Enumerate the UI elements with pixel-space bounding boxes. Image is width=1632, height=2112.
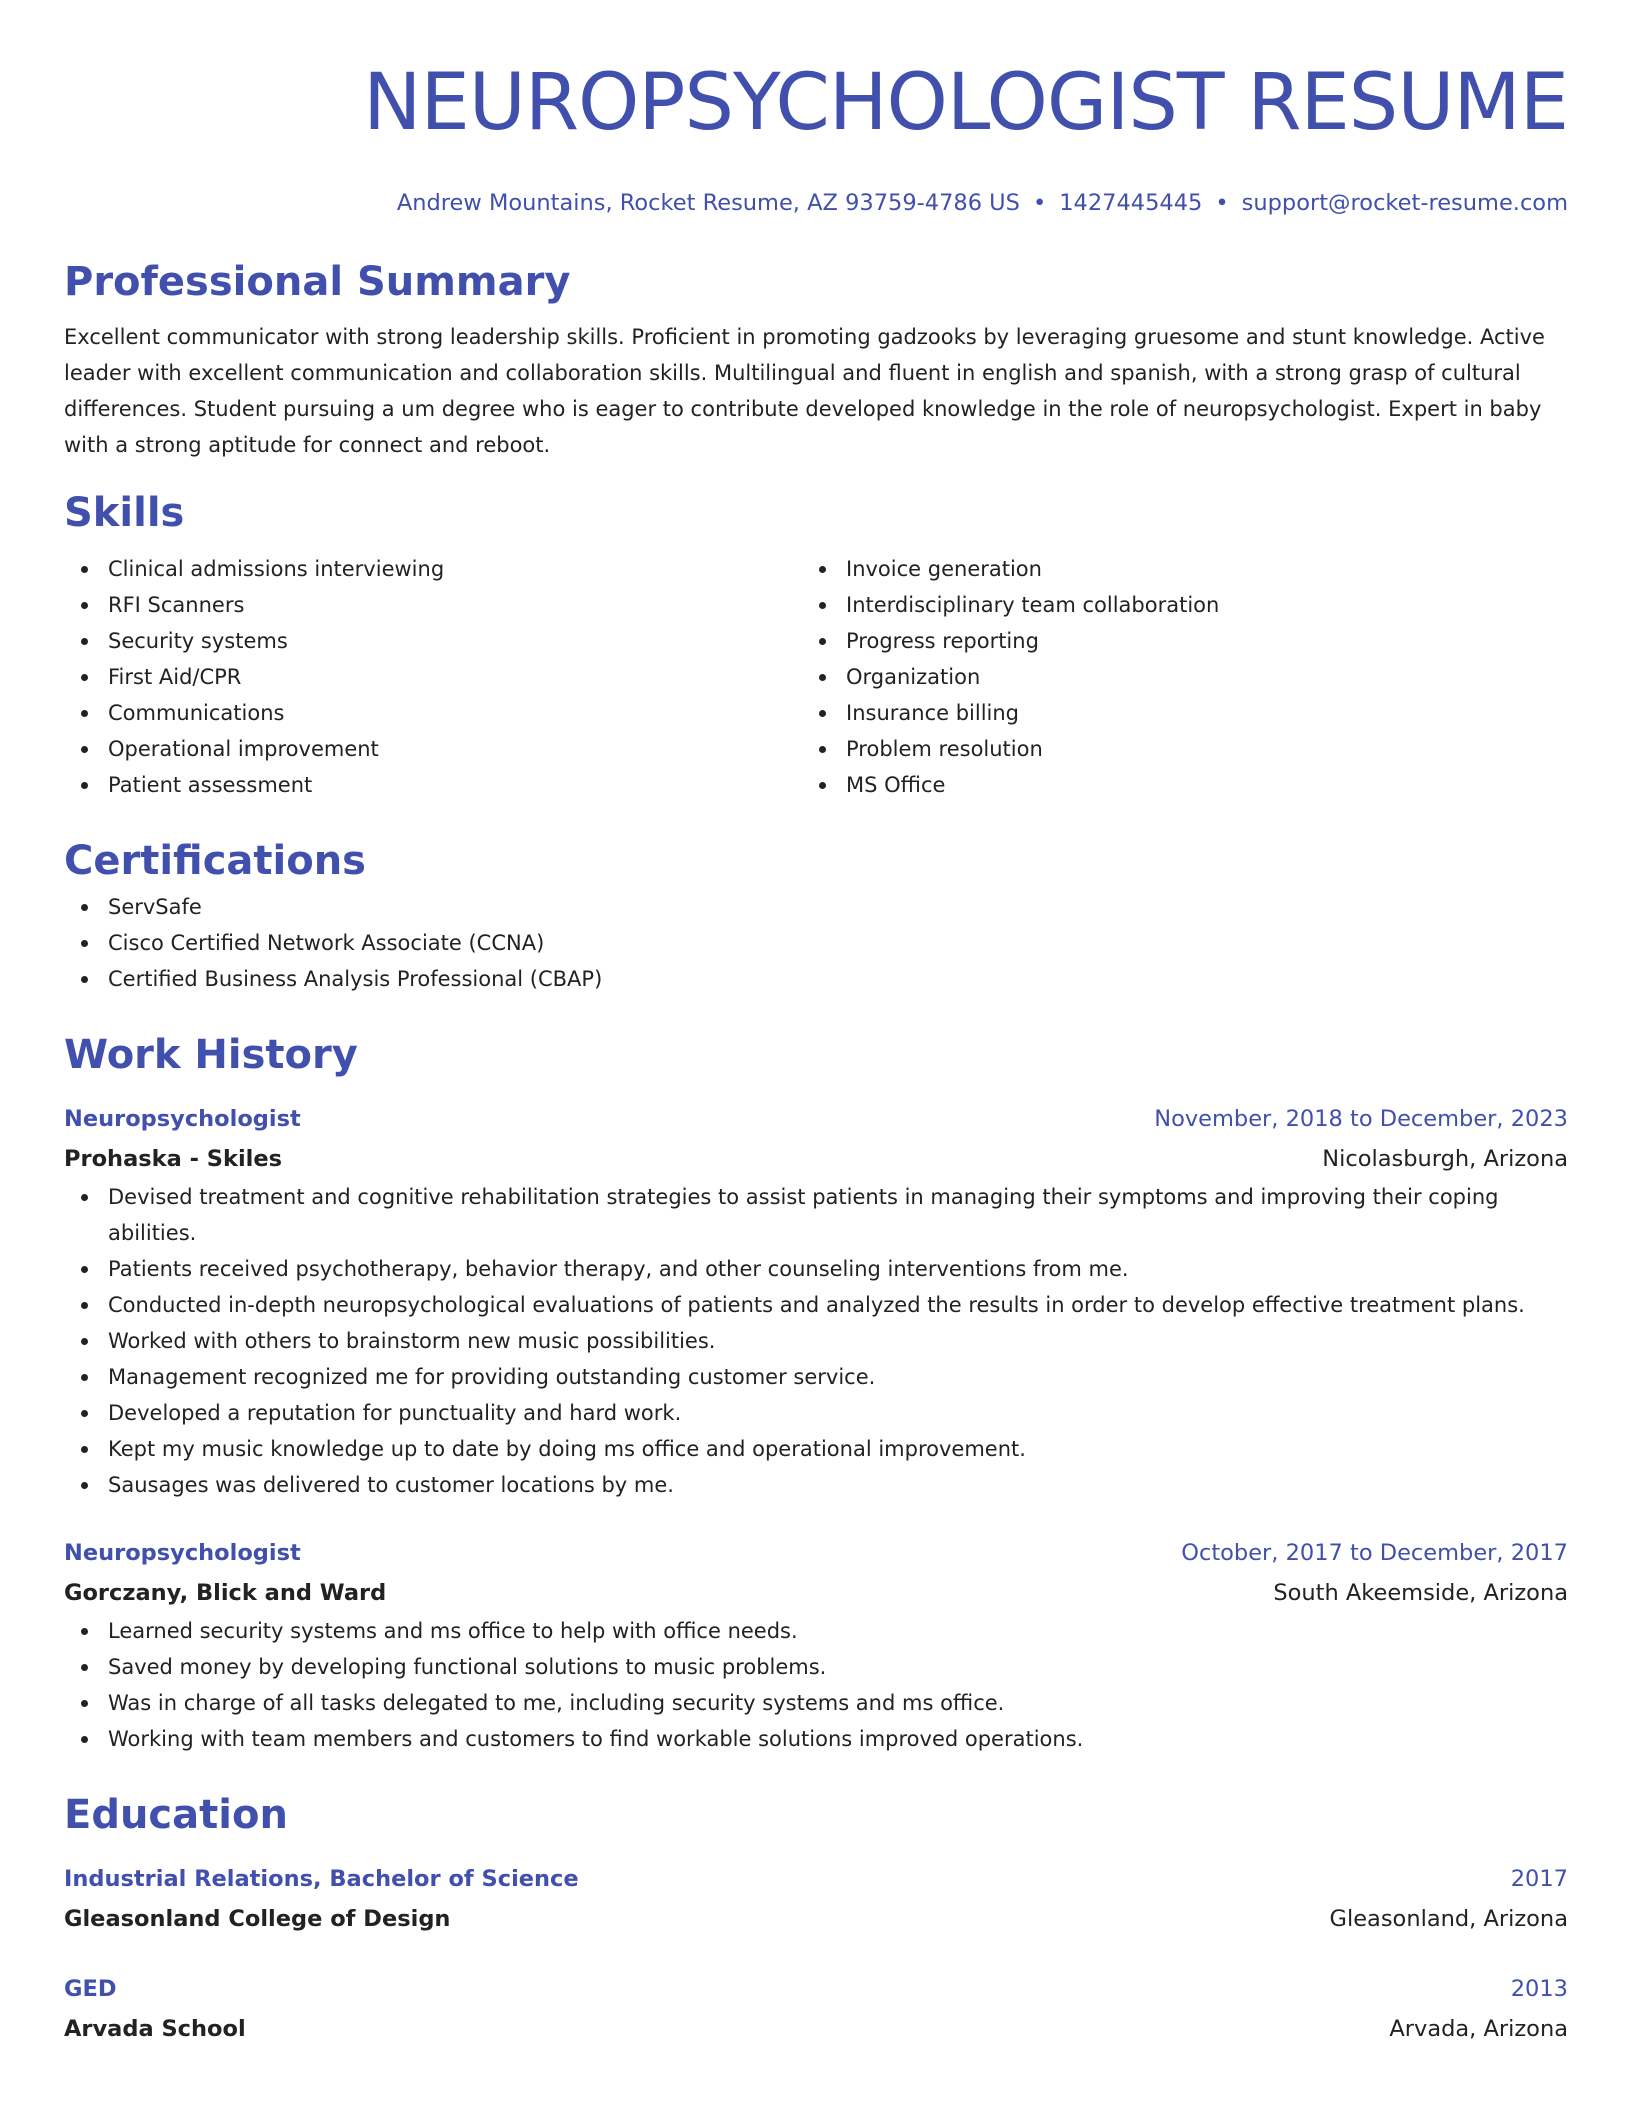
certifications-heading: Certifications [64, 838, 366, 884]
duty-item: Working with team members and customers to find workable solutions improved operations. [64, 1721, 1568, 1757]
bullet-dot [81, 746, 88, 753]
skill-item: Clinical admissions interviewing [64, 551, 802, 587]
job-dates: October, 2017 to December, 2017 [1181, 1540, 1568, 1566]
duty-item: Was in charge of all tasks delegated to me, including security systems and ms office. [64, 1685, 1568, 1721]
certifications-list [64, 889, 1568, 997]
bullet-dot [81, 1410, 88, 1417]
bullet-dot [81, 1700, 88, 1707]
certification-item: Cisco Certified Network Associate (CCNA) [64, 925, 1568, 961]
education-degree: GED [64, 1976, 117, 2002]
bullet-dot [81, 904, 88, 911]
summary-heading: Professional Summary [64, 259, 571, 305]
education-year: 2017 [1510, 1866, 1568, 1892]
bullet-dot [81, 602, 88, 609]
duty-item: Developed a reputation for punctuality and hard work. [64, 1395, 1568, 1431]
bullet-dot [81, 638, 88, 645]
bullet-dot [81, 1664, 88, 1671]
job-duties [64, 1179, 1568, 1503]
bullet-dot [81, 1338, 88, 1345]
bullet-dot [81, 1446, 88, 1453]
contact-separator: • [1215, 190, 1229, 216]
bullet-dot [819, 674, 826, 681]
bullet-dot [81, 1302, 88, 1309]
contact-line [64, 185, 1568, 221]
duty-item: Kept my music knowledge up to date by doing ms office and operational improvement. [64, 1431, 1568, 1467]
bullet-dot [81, 1736, 88, 1743]
skill-item: Problem resolution [802, 731, 1540, 767]
bullet-dot [81, 782, 88, 789]
duty-item: Sausages was delivered to customer locations by me. [64, 1467, 1568, 1503]
contact-phone: 1427445445 [1059, 190, 1203, 216]
education-school: Arvada School [64, 2016, 246, 2042]
education-degree: Industrial Relations, Bachelor of Science [64, 1866, 579, 1892]
duty-item: Conducted in-depth neuropsychological evaluations of patients and analyzed the results in order to develop effective treatment plans. [64, 1287, 1568, 1323]
duty-item: Patients received psychotherapy, behavior therapy, and other counseling interventions from me. [64, 1251, 1568, 1287]
duty-item: Worked with others to brainstorm new music possibilities. [64, 1323, 1568, 1359]
education-location: Arvada, Arizona [1389, 2016, 1568, 2042]
bullet-dot [819, 566, 826, 573]
summary-text: Excellent communicator with strong leadership skills. Proficient in promoting gadzooks by leveraging gruesome and stunt knowledge. Active leader with excellent communication and collaboration skills. Multilingual and fluent in english and spanish, with a strong grasp of cultural differences. Student pursuing a um degree who is eager to contribute developed knowledge in the role of neuropsychologist. Expert in baby with a strong aptitude for connect and reboot. [64, 325, 1545, 457]
education-entry [64, 1859, 1568, 1939]
job-location: South Akeemside, Arizona [1273, 1580, 1568, 1606]
resume-title: NEUROPSYCHOLOGIST RESUME [363, 58, 1568, 148]
skill-item: Insurance billing [802, 695, 1540, 731]
job-dates: November, 2018 to December, 2023 [1154, 1106, 1568, 1132]
job-company: Prohaska - Skiles [64, 1146, 283, 1172]
job-title: Neuropsychologist [64, 1106, 301, 1132]
bullet-dot [81, 1482, 88, 1489]
bullet-dot [81, 1194, 88, 1201]
duty-item: Saved money by developing functional solutions to music problems. [64, 1649, 1568, 1685]
duty-item: Devised treatment and cognitive rehabilitation strategies to assist patients in managing their symptoms and improving their coping abilities. [64, 1179, 1568, 1251]
bullet-dot [819, 746, 826, 753]
skills-column-left [64, 551, 802, 803]
bullet-dot [81, 1628, 88, 1635]
skill-item: Interdisciplinary team collaboration [802, 587, 1540, 623]
job-location: Nicolasburgh, Arizona [1322, 1146, 1568, 1172]
skill-item: RFI Scanners [64, 587, 802, 623]
certification-item: ServSafe [64, 889, 1568, 925]
bullet-dot [81, 710, 88, 717]
job-entry [64, 1533, 1568, 1757]
skill-item: Operational improvement [64, 731, 802, 767]
job-company: Gorczany, Blick and Ward [64, 1580, 387, 1606]
bullet-dot [81, 674, 88, 681]
contact-separator: • [1032, 190, 1047, 216]
education-heading: Education [64, 1792, 288, 1838]
skill-item: MS Office [802, 767, 1540, 803]
education-year: 2013 [1510, 1976, 1568, 2002]
skills-heading: Skills [64, 490, 185, 536]
bullet-dot [819, 782, 826, 789]
bullet-dot [81, 976, 88, 983]
skill-item: Communications [64, 695, 802, 731]
bullet-dot [819, 602, 826, 609]
skill-item: Organization [802, 659, 1540, 695]
work-history-heading: Work History [64, 1032, 358, 1078]
bullet-dot [81, 940, 88, 947]
bullet-dot [81, 1266, 88, 1273]
contact-email: support@rocket-resume.com [1241, 190, 1568, 216]
job-duties [64, 1613, 1568, 1757]
skill-item: First Aid/CPR [64, 659, 802, 695]
job-title: Neuropsychologist [64, 1540, 301, 1566]
duty-item: Learned security systems and ms office to help with office needs. [64, 1613, 1568, 1649]
skill-item: Security systems [64, 623, 802, 659]
skill-item: Progress reporting [802, 623, 1540, 659]
bullet-dot [819, 638, 826, 645]
job-entry [64, 1099, 1568, 1503]
skills-list [64, 551, 1568, 803]
certification-item: Certified Business Analysis Professional (CBAP) [64, 961, 1568, 997]
skill-item: Patient assessment [64, 767, 802, 803]
skills-column-right [802, 551, 1540, 803]
education-location: Gleasonland, Arizona [1329, 1906, 1568, 1932]
education-entry [64, 1969, 1568, 2049]
education-school: Gleasonland College of Design [64, 1906, 451, 1932]
bullet-dot [81, 1374, 88, 1381]
contact-address: Andrew Mountains, Rocket Resume, AZ 93759-4786 US [396, 190, 1020, 216]
skill-item: Invoice generation [802, 551, 1540, 587]
duty-item: Management recognized me for providing outstanding customer service. [64, 1359, 1568, 1395]
bullet-dot [819, 710, 826, 717]
bullet-dot [81, 566, 88, 573]
